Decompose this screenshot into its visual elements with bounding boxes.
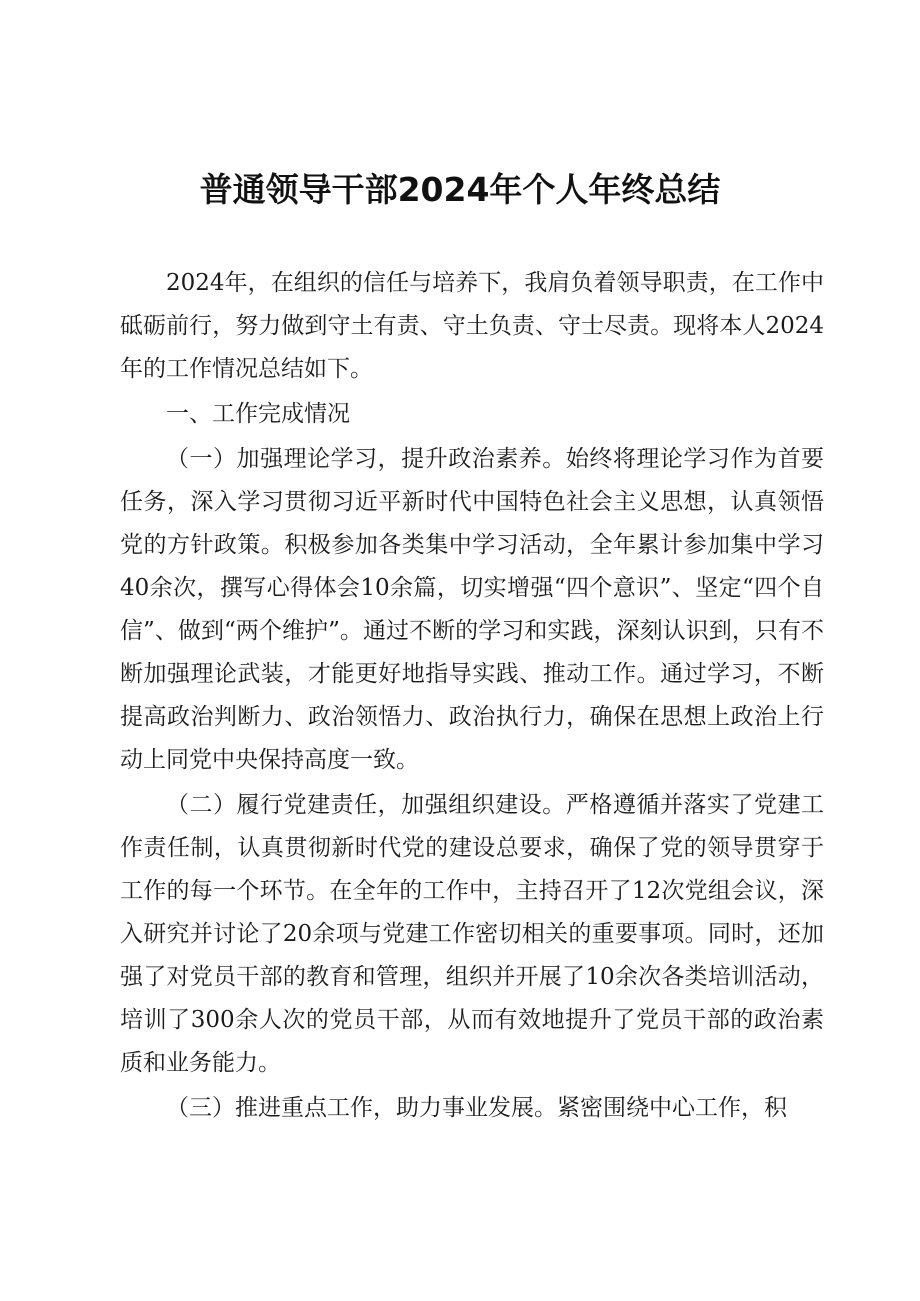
document-title: 普通领导干部2024年个人年终总结 [199, 170, 721, 209]
paragraph-key-work: （三）推进重点工作，助力事业发展。紧密围绕中心工作，积 [166, 1095, 787, 1121]
intro-paragraph: 2024年，在组织的信任与培养下，我肩负着领导职责，在工作中砥砺前行，努力做到守土有责、守土负责、守士尽责。现将本人2024年的工作情况总结如下。 [120, 270, 824, 382]
paragraph-theory-study: （一）加强理论学习，提升政治素养。始终将理论学习作为首要任务，深入学习贯彻习近平新时代中国特色社会主义思想，认真领悟党的方针政策。积极参加各类集中学习活动，全年累计参加集中学习40余次，撰写心得体会10余篇，切实增强“四个意识”、坚定“四个自信”、做到“两个维护”。通过不断的学习和实践，深刻认识到，只有不断加强理论武装，才能更好地指导实践、推动工作。通过学习，不断提高政治判断力、政治领悟力、政治执行力，确保在思想上政治上行动上同党中央保持高度一致。 [120, 446, 824, 773]
section-heading-1: 一、工作完成情况 [166, 401, 350, 427]
document-body [120, 262, 824, 1132]
paragraph-party-building: （二）履行党建责任，加强组织建设。严格遵循并落实了党建工作责任制，认真贯彻新时代党的建设总要求，确保了党的领导贯穿于工作的每一个环节。在全年的工作中，主持召开了12次党组会议，深入研究并讨论了20余项与党建工作密切相关的重要事项。同时，还加强了对党员干部的教育和管理，组织并开展了10余次各类培训活动，培训了300余人次的党员干部，从而有效地提升了党员干部的政治素质和业务能力。 [120, 792, 824, 1076]
